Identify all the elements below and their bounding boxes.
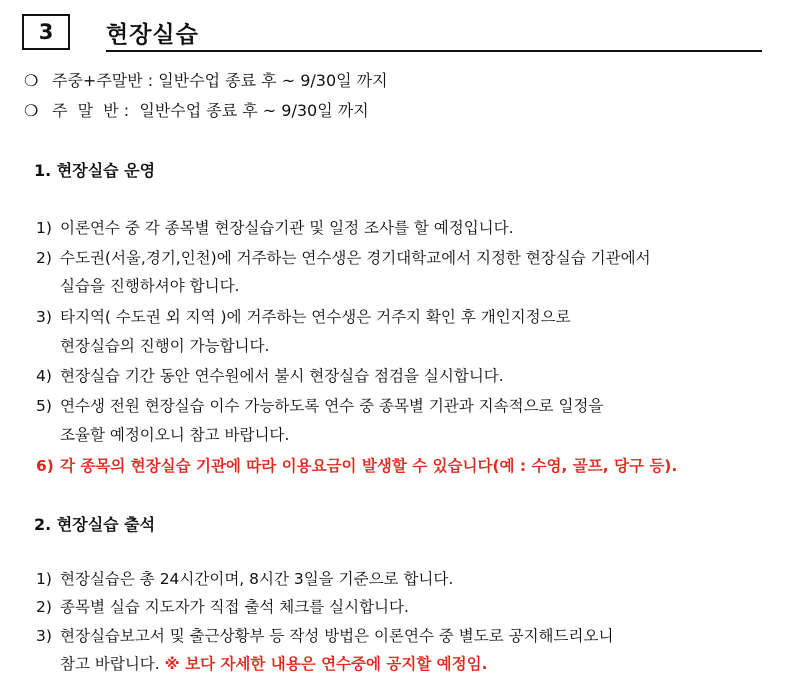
- section-number-box: 3: [22, 14, 70, 50]
- attendance-item-2: 2) 종목별 실습 지도자가 직접 출석 체크를 실시합니다.: [36, 598, 409, 616]
- operation-item-2-cont: 실습을 진행하셔야 합니다.: [60, 277, 240, 295]
- operation-item-5: 5) 연수생 전원 현장실습 이수 가능하도록 연수 중 종목별 기관과 지속적으로 일정을: [36, 397, 604, 415]
- attendance-item-3: 3) 현장실습보고서 및 출근상황부 등 작성 방법은 이론연수 중 별도로 공지해드리오니: [36, 627, 614, 645]
- operation-item-5-cont: 조율할 예정이오니 참고 바랍니다.: [60, 426, 290, 444]
- operation-item-3-cont: 현장실습의 진행이 가능합니다.: [60, 337, 270, 355]
- attendance-note: ※ 보다 자세한 내용은 연수중에 공지할 예정임.: [164, 655, 488, 673]
- operation-item-4: 4) 현장실습 기간 동안 연수원에서 불시 현장실습 점검을 실시합니다.: [36, 367, 504, 385]
- circle-bullet-icon: ❍: [24, 101, 39, 120]
- schedule-line-2: ❍ 주 말 반 : 일반수업 종료 후 ~ 9/30일 까지: [24, 101, 369, 120]
- schedule-line-1: ❍ 주중+주말반 : 일반수업 종료 후 ~ 9/30일 까지: [24, 71, 388, 90]
- section-header: [22, 10, 762, 54]
- operation-item-6-fee-notice: 6) 각 종목의 현장실습 기관에 따라 이용요금이 발생할 수 있습니다(예 : 수영, 골프, 당구 등).: [36, 457, 678, 475]
- operation-item-3: 3) 타지역( 수도권 외 지역 )에 거주하는 연수생은 거주지 확인 후 개인지정으로: [36, 308, 571, 326]
- operation-item-1: 1) 이론연수 중 각 종목별 현장실습기관 및 일정 조사를 할 예정입니다.: [36, 219, 514, 237]
- circle-bullet-icon: ❍: [24, 71, 39, 90]
- attendance-heading: 2. 현장실습 출석: [34, 515, 156, 534]
- attendance-item-1: 1) 현장실습은 총 24시간이며, 8시간 3일을 기준으로 합니다.: [36, 570, 454, 588]
- title-underline: [106, 50, 762, 52]
- attendance-item-3-cont: 참고 바랍니다. ※ 보다 자세한 내용은 연수중에 공지할 예정임.: [60, 655, 488, 673]
- section-title: 현장실습: [106, 22, 199, 48]
- operation-heading: 1. 현장실습 운영: [34, 161, 156, 180]
- operation-item-2: 2) 수도권(서울,경기,인천)에 거주하는 연수생은 경기대학교에서 지정한 현장실습 기관에서: [36, 249, 651, 267]
